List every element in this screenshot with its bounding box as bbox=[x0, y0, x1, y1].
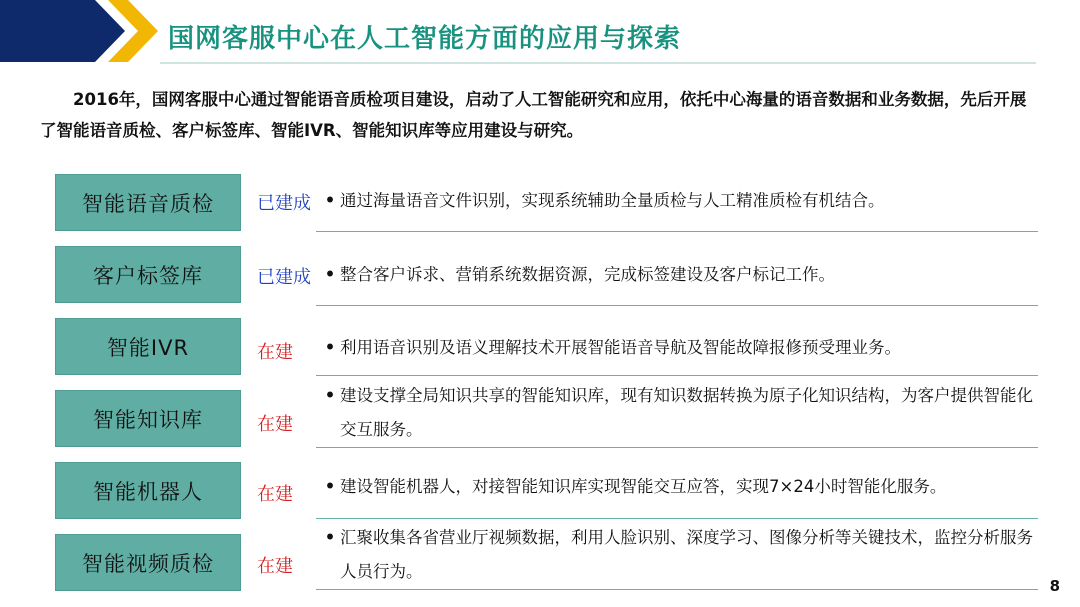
item-box-voice-qc: 智能语音质检 bbox=[55, 174, 241, 231]
desc-ivr: • 利用语音识别及语义理解技术开展智能语音导航及智能故障报修预受理业务。 bbox=[320, 331, 1040, 365]
page-number: 8 bbox=[1049, 577, 1060, 595]
page-title: 国网客服中心在人工智能方面的应用与探索 bbox=[168, 24, 682, 54]
item-box-video-qc: 智能视频质检 bbox=[55, 534, 241, 591]
desc-video-qc: • 汇聚收集各省营业厅视频数据，利用人脸识别、深度学习、图像分析等关键技术，监控分析服务人员行为。 bbox=[320, 521, 1040, 589]
bullet-dot: • bbox=[324, 477, 336, 496]
status-ivr: 在建 bbox=[257, 342, 293, 363]
desc-voice-qc: • 通过海量语音文件识别，实现系统辅助全量质检与人工精准质检有机结合。 bbox=[320, 184, 1040, 218]
desc-robot: • 建设智能机器人，对接智能知识库实现智能交互应答，实现7×24小时智能化服务。 bbox=[320, 470, 1040, 504]
row-separator bbox=[316, 518, 1038, 519]
row-separator bbox=[316, 231, 1038, 232]
header-decoration bbox=[0, 0, 160, 62]
item-box-robot: 智能机器人 bbox=[55, 462, 241, 519]
bullet-dot: • bbox=[324, 338, 336, 357]
title-divider bbox=[160, 62, 1036, 64]
row-separator bbox=[316, 589, 1038, 590]
intro-paragraph: 2016年，国网客服中心通过智能语音质检项目建设，启动了人工智能研究和应用，依托中心海量的语音数据和业务数据，先后开展了智能语音质检、客户标签库、智能IVR、智能知识库等应用建设与研究。 bbox=[40, 90, 1027, 140]
bullet-dot: • bbox=[324, 528, 336, 547]
row-separator bbox=[316, 375, 1038, 376]
item-box-ivr: 智能IVR bbox=[55, 318, 241, 375]
desc-knowledge-base: • 建设支撑全局知识共享的智能知识库，现有知识数据转换为原子化知识结构，为客户提供智能化交互服务。 bbox=[320, 379, 1040, 447]
item-box-knowledge-base: 智能知识库 bbox=[55, 390, 241, 447]
bullet-dot: • bbox=[324, 386, 336, 405]
status-customer-tags: 已建成 bbox=[257, 267, 311, 288]
bullet-dot: • bbox=[324, 191, 336, 210]
status-knowledge-base: 在建 bbox=[257, 414, 293, 435]
row-separator bbox=[316, 305, 1038, 306]
bullet-dot: • bbox=[324, 265, 336, 284]
item-box-customer-tags: 客户标签库 bbox=[55, 246, 241, 303]
status-robot: 在建 bbox=[257, 484, 293, 505]
row-separator bbox=[316, 447, 1038, 448]
status-video-qc: 在建 bbox=[257, 556, 293, 577]
desc-customer-tags: • 整合客户诉求、营销系统数据资源，完成标签建设及客户标记工作。 bbox=[320, 258, 1040, 292]
status-voice-qc: 已建成 bbox=[257, 193, 311, 214]
